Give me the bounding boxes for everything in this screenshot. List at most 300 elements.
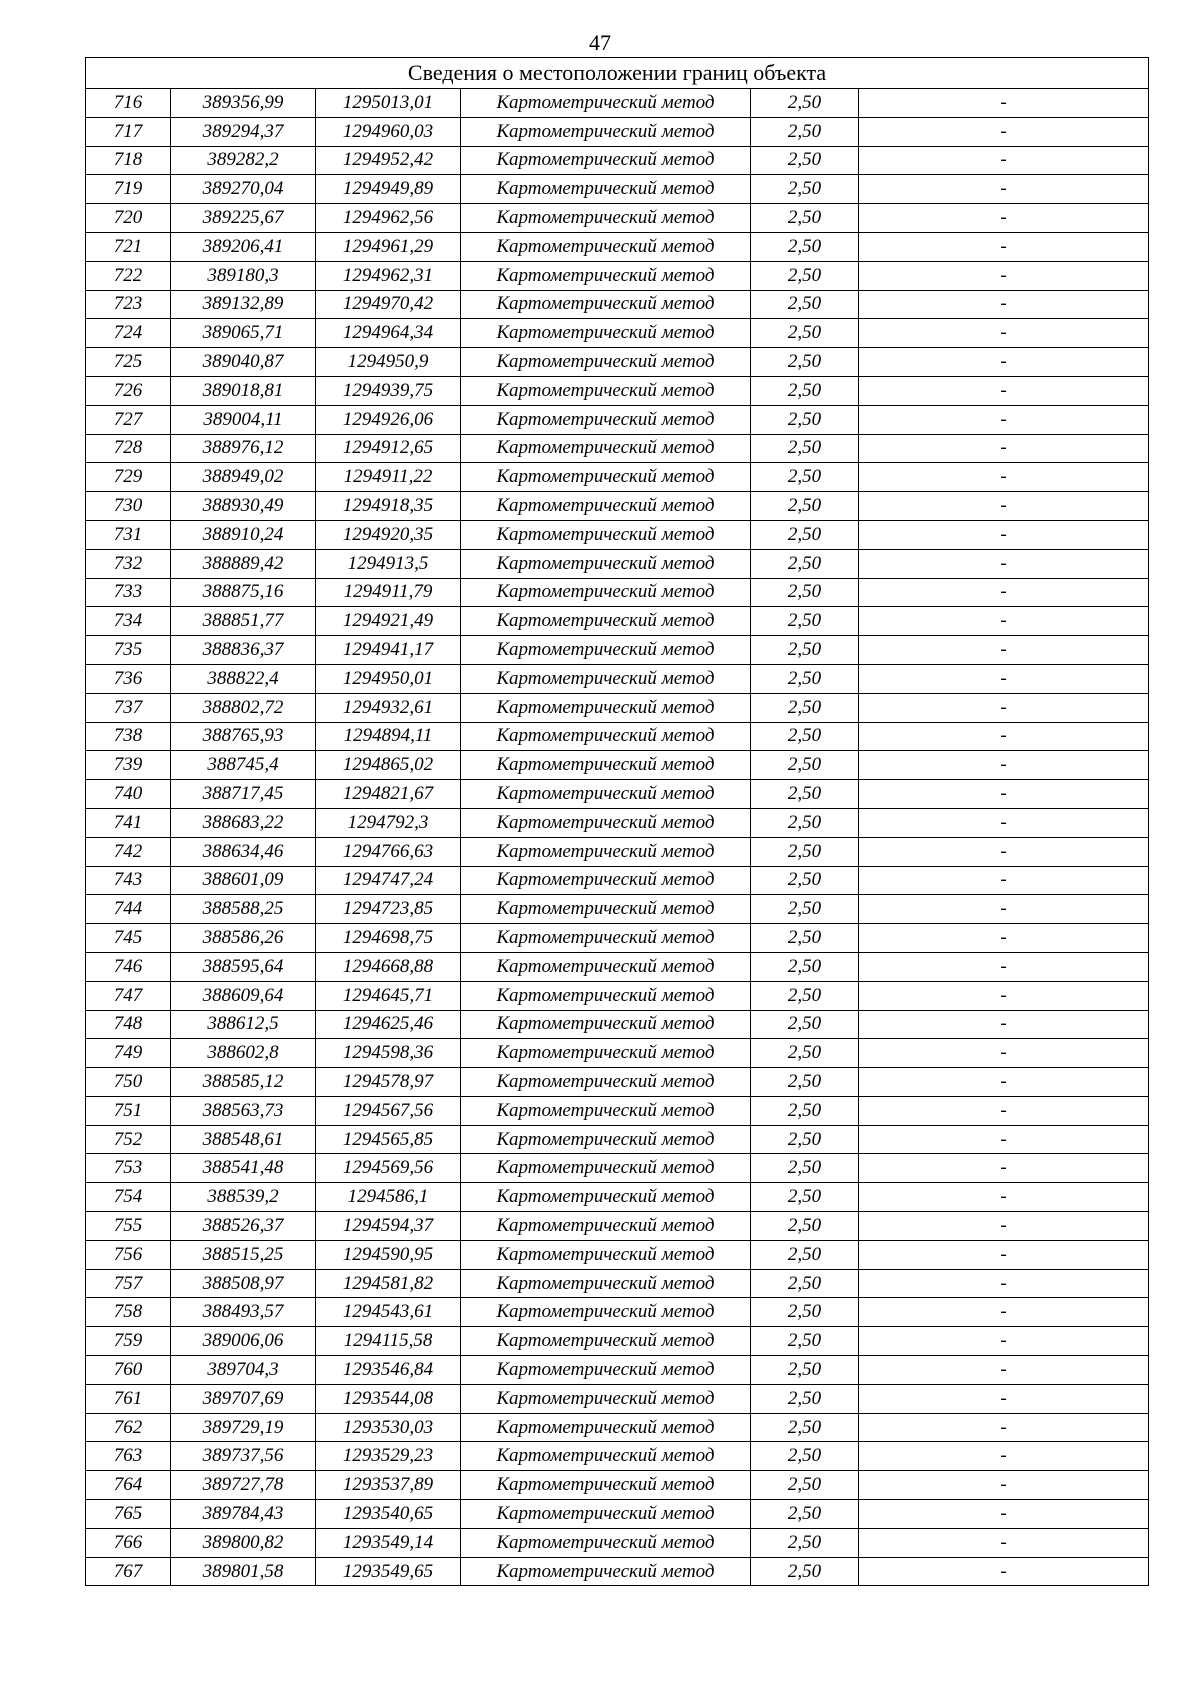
point-number-cell: 745 xyxy=(86,924,171,953)
table-row xyxy=(86,1068,1149,1097)
method-cell: Картометрический метод xyxy=(461,837,751,866)
x-coordinate-cell: 389004,11 xyxy=(171,405,316,434)
table-row xyxy=(86,549,1149,578)
accuracy-cell: 2,50 xyxy=(751,175,859,204)
accuracy-cell: 2,50 xyxy=(751,1039,859,1068)
method-cell: Картометрический метод xyxy=(461,1125,751,1154)
description-cell: - xyxy=(859,1413,1149,1442)
description-cell: - xyxy=(859,1471,1149,1500)
table-row xyxy=(86,636,1149,665)
point-number-cell: 732 xyxy=(86,549,171,578)
point-number-cell: 730 xyxy=(86,492,171,521)
point-number-cell: 738 xyxy=(86,722,171,751)
point-number-cell: 724 xyxy=(86,319,171,348)
x-coordinate-cell: 389737,56 xyxy=(171,1442,316,1471)
description-cell: - xyxy=(859,1557,1149,1586)
point-number-cell: 737 xyxy=(86,693,171,722)
method-cell: Картометрический метод xyxy=(461,1500,751,1529)
accuracy-cell: 2,50 xyxy=(751,1010,859,1039)
point-number-cell: 764 xyxy=(86,1471,171,1500)
method-cell: Картометрический метод xyxy=(461,290,751,319)
description-cell: - xyxy=(859,1183,1149,1212)
description-cell: - xyxy=(859,434,1149,463)
description-cell: - xyxy=(859,146,1149,175)
accuracy-cell: 2,50 xyxy=(751,376,859,405)
method-cell: Картометрический метод xyxy=(461,520,751,549)
accuracy-cell: 2,50 xyxy=(751,1068,859,1097)
description-cell: - xyxy=(859,232,1149,261)
table-row xyxy=(86,607,1149,636)
table-row xyxy=(86,261,1149,290)
x-coordinate-cell: 388976,12 xyxy=(171,434,316,463)
x-coordinate-cell: 388493,57 xyxy=(171,1298,316,1327)
table-row xyxy=(86,1269,1149,1298)
accuracy-cell: 2,50 xyxy=(751,1183,859,1212)
y-coordinate-cell: 1293529,23 xyxy=(316,1442,461,1471)
accuracy-cell: 2,50 xyxy=(751,232,859,261)
point-number-cell: 717 xyxy=(86,117,171,146)
x-coordinate-cell: 389132,89 xyxy=(171,290,316,319)
x-coordinate-cell: 388851,77 xyxy=(171,607,316,636)
method-cell: Картометрический метод xyxy=(461,1471,751,1500)
x-coordinate-cell: 389018,81 xyxy=(171,376,316,405)
point-number-cell: 746 xyxy=(86,952,171,981)
x-coordinate-cell: 388875,16 xyxy=(171,578,316,607)
point-number-cell: 758 xyxy=(86,1298,171,1327)
method-cell: Картометрический метод xyxy=(461,751,751,780)
accuracy-cell: 2,50 xyxy=(751,319,859,348)
method-cell: Картометрический метод xyxy=(461,924,751,953)
table-row xyxy=(86,232,1149,261)
table-title-row xyxy=(86,58,1149,89)
method-cell: Картометрический метод xyxy=(461,578,751,607)
table-row xyxy=(86,348,1149,377)
boundary-coordinates-table xyxy=(85,57,1149,1586)
description-cell: - xyxy=(859,1500,1149,1529)
x-coordinate-cell: 389704,3 xyxy=(171,1356,316,1385)
point-number-cell: 743 xyxy=(86,866,171,895)
point-number-cell: 767 xyxy=(86,1557,171,1586)
y-coordinate-cell: 1294625,46 xyxy=(316,1010,461,1039)
description-cell: - xyxy=(859,607,1149,636)
table-row xyxy=(86,434,1149,463)
method-cell: Картометрический метод xyxy=(461,780,751,809)
x-coordinate-cell: 388717,45 xyxy=(171,780,316,809)
table-row xyxy=(86,1183,1149,1212)
point-number-cell: 736 xyxy=(86,664,171,693)
accuracy-cell: 2,50 xyxy=(751,204,859,233)
y-coordinate-cell: 1294961,29 xyxy=(316,232,461,261)
description-cell: - xyxy=(859,1125,1149,1154)
x-coordinate-cell: 389800,82 xyxy=(171,1528,316,1557)
method-cell: Картометрический метод xyxy=(461,434,751,463)
table-row xyxy=(86,290,1149,319)
accuracy-cell: 2,50 xyxy=(751,549,859,578)
accuracy-cell: 2,50 xyxy=(751,463,859,492)
y-coordinate-cell: 1294668,88 xyxy=(316,952,461,981)
method-cell: Картометрический метод xyxy=(461,405,751,434)
method-cell: Картометрический метод xyxy=(461,319,751,348)
table-row xyxy=(86,89,1149,118)
table-row xyxy=(86,722,1149,751)
accuracy-cell: 2,50 xyxy=(751,1500,859,1529)
method-cell: Картометрический метод xyxy=(461,866,751,895)
x-coordinate-cell: 388612,5 xyxy=(171,1010,316,1039)
description-cell: - xyxy=(859,981,1149,1010)
table-row xyxy=(86,204,1149,233)
point-number-cell: 733 xyxy=(86,578,171,607)
point-number-cell: 720 xyxy=(86,204,171,233)
description-cell: - xyxy=(859,1010,1149,1039)
method-cell: Картометрический метод xyxy=(461,1269,751,1298)
method-cell: Картометрический метод xyxy=(461,1068,751,1097)
x-coordinate-cell: 388745,4 xyxy=(171,751,316,780)
x-coordinate-cell: 388595,64 xyxy=(171,952,316,981)
table-row xyxy=(86,693,1149,722)
y-coordinate-cell: 1294932,61 xyxy=(316,693,461,722)
x-coordinate-cell: 389727,78 xyxy=(171,1471,316,1500)
table-row xyxy=(86,1384,1149,1413)
y-coordinate-cell: 1294792,3 xyxy=(316,808,461,837)
description-cell: - xyxy=(859,1240,1149,1269)
description-cell: - xyxy=(859,1298,1149,1327)
x-coordinate-cell: 389270,04 xyxy=(171,175,316,204)
y-coordinate-cell: 1294723,85 xyxy=(316,895,461,924)
accuracy-cell: 2,50 xyxy=(751,952,859,981)
point-number-cell: 762 xyxy=(86,1413,171,1442)
x-coordinate-cell: 388634,46 xyxy=(171,837,316,866)
description-cell: - xyxy=(859,780,1149,809)
method-cell: Картометрический метод xyxy=(461,1528,751,1557)
x-coordinate-cell: 388508,97 xyxy=(171,1269,316,1298)
method-cell: Картометрический метод xyxy=(461,1298,751,1327)
accuracy-cell: 2,50 xyxy=(751,981,859,1010)
x-coordinate-cell: 389784,43 xyxy=(171,1500,316,1529)
y-coordinate-cell: 1294747,24 xyxy=(316,866,461,895)
y-coordinate-cell: 1294578,97 xyxy=(316,1068,461,1097)
x-coordinate-cell: 388889,42 xyxy=(171,549,316,578)
method-cell: Картометрический метод xyxy=(461,1096,751,1125)
y-coordinate-cell: 1294766,63 xyxy=(316,837,461,866)
method-cell: Картометрический метод xyxy=(461,175,751,204)
table-row xyxy=(86,578,1149,607)
accuracy-cell: 2,50 xyxy=(751,664,859,693)
method-cell: Картометрический метод xyxy=(461,1384,751,1413)
accuracy-cell: 2,50 xyxy=(751,578,859,607)
table-row xyxy=(86,520,1149,549)
point-number-cell: 760 xyxy=(86,1356,171,1385)
accuracy-cell: 2,50 xyxy=(751,1413,859,1442)
y-coordinate-cell: 1294913,5 xyxy=(316,549,461,578)
x-coordinate-cell: 388910,24 xyxy=(171,520,316,549)
description-cell: - xyxy=(859,405,1149,434)
point-number-cell: 742 xyxy=(86,837,171,866)
method-cell: Картометрический метод xyxy=(461,1212,751,1241)
description-cell: - xyxy=(859,290,1149,319)
accuracy-cell: 2,50 xyxy=(751,780,859,809)
table-row xyxy=(86,808,1149,837)
x-coordinate-cell: 389040,87 xyxy=(171,348,316,377)
accuracy-cell: 2,50 xyxy=(751,693,859,722)
y-coordinate-cell: 1294598,36 xyxy=(316,1039,461,1068)
x-coordinate-cell: 388541,48 xyxy=(171,1154,316,1183)
table-row xyxy=(86,117,1149,146)
description-cell: - xyxy=(859,636,1149,665)
point-number-cell: 739 xyxy=(86,751,171,780)
accuracy-cell: 2,50 xyxy=(751,1442,859,1471)
y-coordinate-cell: 1294950,01 xyxy=(316,664,461,693)
description-cell: - xyxy=(859,693,1149,722)
table-row xyxy=(86,463,1149,492)
method-cell: Картометрический метод xyxy=(461,1327,751,1356)
y-coordinate-cell: 1294698,75 xyxy=(316,924,461,953)
table-row xyxy=(86,1500,1149,1529)
method-cell: Картометрический метод xyxy=(461,463,751,492)
table-row xyxy=(86,751,1149,780)
description-cell: - xyxy=(859,1356,1149,1385)
method-cell: Картометрический метод xyxy=(461,808,751,837)
accuracy-cell: 2,50 xyxy=(751,434,859,463)
y-coordinate-cell: 1294939,75 xyxy=(316,376,461,405)
accuracy-cell: 2,50 xyxy=(751,636,859,665)
x-coordinate-cell: 388588,25 xyxy=(171,895,316,924)
x-coordinate-cell: 388515,25 xyxy=(171,1240,316,1269)
point-number-cell: 752 xyxy=(86,1125,171,1154)
point-number-cell: 734 xyxy=(86,607,171,636)
point-number-cell: 747 xyxy=(86,981,171,1010)
accuracy-cell: 2,50 xyxy=(751,722,859,751)
method-cell: Картометрический метод xyxy=(461,1183,751,1212)
description-cell: - xyxy=(859,1096,1149,1125)
x-coordinate-cell: 389065,71 xyxy=(171,319,316,348)
accuracy-cell: 2,50 xyxy=(751,1154,859,1183)
accuracy-cell: 2,50 xyxy=(751,348,859,377)
y-coordinate-cell: 1294590,95 xyxy=(316,1240,461,1269)
accuracy-cell: 2,50 xyxy=(751,89,859,118)
x-coordinate-cell: 388683,22 xyxy=(171,808,316,837)
method-cell: Картометрический метод xyxy=(461,204,751,233)
description-cell: - xyxy=(859,376,1149,405)
description-cell: - xyxy=(859,664,1149,693)
y-coordinate-cell: 1294964,34 xyxy=(316,319,461,348)
accuracy-cell: 2,50 xyxy=(751,520,859,549)
table-row xyxy=(86,1471,1149,1500)
x-coordinate-cell: 388539,2 xyxy=(171,1183,316,1212)
x-coordinate-cell: 388526,37 xyxy=(171,1212,316,1241)
x-coordinate-cell: 389729,19 xyxy=(171,1413,316,1442)
method-cell: Картометрический метод xyxy=(461,952,751,981)
description-cell: - xyxy=(859,117,1149,146)
table-row xyxy=(86,1356,1149,1385)
description-cell: - xyxy=(859,319,1149,348)
x-coordinate-cell: 388949,02 xyxy=(171,463,316,492)
y-coordinate-cell: 1294581,82 xyxy=(316,1269,461,1298)
accuracy-cell: 2,50 xyxy=(751,1471,859,1500)
accuracy-cell: 2,50 xyxy=(751,1384,859,1413)
x-coordinate-cell: 389801,58 xyxy=(171,1557,316,1586)
x-coordinate-cell: 389294,37 xyxy=(171,117,316,146)
method-cell: Картометрический метод xyxy=(461,981,751,1010)
y-coordinate-cell: 1294645,71 xyxy=(316,981,461,1010)
description-cell: - xyxy=(859,751,1149,780)
x-coordinate-cell: 388585,12 xyxy=(171,1068,316,1097)
accuracy-cell: 2,50 xyxy=(751,924,859,953)
x-coordinate-cell: 388563,73 xyxy=(171,1096,316,1125)
accuracy-cell: 2,50 xyxy=(751,1327,859,1356)
y-coordinate-cell: 1294912,65 xyxy=(316,434,461,463)
table-row xyxy=(86,1413,1149,1442)
point-number-cell: 765 xyxy=(86,1500,171,1529)
accuracy-cell: 2,50 xyxy=(751,1212,859,1241)
point-number-cell: 718 xyxy=(86,146,171,175)
table-row xyxy=(86,1298,1149,1327)
y-coordinate-cell: 1294960,03 xyxy=(316,117,461,146)
description-cell: - xyxy=(859,520,1149,549)
y-coordinate-cell: 1293546,84 xyxy=(316,1356,461,1385)
y-coordinate-cell: 1295013,01 xyxy=(316,89,461,118)
description-cell: - xyxy=(859,722,1149,751)
table-row xyxy=(86,981,1149,1010)
description-cell: - xyxy=(859,1039,1149,1068)
y-coordinate-cell: 1294567,56 xyxy=(316,1096,461,1125)
accuracy-cell: 2,50 xyxy=(751,1240,859,1269)
description-cell: - xyxy=(859,924,1149,953)
x-coordinate-cell: 388609,64 xyxy=(171,981,316,1010)
point-number-cell: 766 xyxy=(86,1528,171,1557)
x-coordinate-cell: 388548,61 xyxy=(171,1125,316,1154)
y-coordinate-cell: 1294941,17 xyxy=(316,636,461,665)
y-coordinate-cell: 1294949,89 xyxy=(316,175,461,204)
table-row xyxy=(86,952,1149,981)
method-cell: Картометрический метод xyxy=(461,1039,751,1068)
description-cell: - xyxy=(859,204,1149,233)
point-number-cell: 721 xyxy=(86,232,171,261)
method-cell: Картометрический метод xyxy=(461,89,751,118)
y-coordinate-cell: 1294911,79 xyxy=(316,578,461,607)
point-number-cell: 761 xyxy=(86,1384,171,1413)
table-row xyxy=(86,780,1149,809)
description-cell: - xyxy=(859,578,1149,607)
description-cell: - xyxy=(859,837,1149,866)
description-cell: - xyxy=(859,1212,1149,1241)
y-coordinate-cell: 1293537,89 xyxy=(316,1471,461,1500)
y-coordinate-cell: 1293544,08 xyxy=(316,1384,461,1413)
accuracy-cell: 2,50 xyxy=(751,895,859,924)
table-row xyxy=(86,1125,1149,1154)
y-coordinate-cell: 1294565,85 xyxy=(316,1125,461,1154)
description-cell: - xyxy=(859,1442,1149,1471)
method-cell: Картометрический метод xyxy=(461,376,751,405)
x-coordinate-cell: 389707,69 xyxy=(171,1384,316,1413)
y-coordinate-cell: 1294962,31 xyxy=(316,261,461,290)
y-coordinate-cell: 1293530,03 xyxy=(316,1413,461,1442)
method-cell: Картометрический метод xyxy=(461,146,751,175)
table-row xyxy=(86,175,1149,204)
x-coordinate-cell: 389180,3 xyxy=(171,261,316,290)
point-number-cell: 716 xyxy=(86,89,171,118)
method-cell: Картометрический метод xyxy=(461,117,751,146)
point-number-cell: 751 xyxy=(86,1096,171,1125)
accuracy-cell: 2,50 xyxy=(751,751,859,780)
x-coordinate-cell: 389206,41 xyxy=(171,232,316,261)
accuracy-cell: 2,50 xyxy=(751,492,859,521)
y-coordinate-cell: 1294543,61 xyxy=(316,1298,461,1327)
x-coordinate-cell: 388822,4 xyxy=(171,664,316,693)
table-row xyxy=(86,866,1149,895)
y-coordinate-cell: 1294920,35 xyxy=(316,520,461,549)
accuracy-cell: 2,50 xyxy=(751,146,859,175)
accuracy-cell: 2,50 xyxy=(751,808,859,837)
description-cell: - xyxy=(859,1528,1149,1557)
x-coordinate-cell: 388802,72 xyxy=(171,693,316,722)
table-row xyxy=(86,1212,1149,1241)
accuracy-cell: 2,50 xyxy=(751,117,859,146)
method-cell: Картометрический метод xyxy=(461,636,751,665)
table-row xyxy=(86,924,1149,953)
table-row xyxy=(86,1039,1149,1068)
point-number-cell: 759 xyxy=(86,1327,171,1356)
description-cell: - xyxy=(859,1327,1149,1356)
y-coordinate-cell: 1293540,65 xyxy=(316,1500,461,1529)
accuracy-cell: 2,50 xyxy=(751,261,859,290)
y-coordinate-cell: 1293549,65 xyxy=(316,1557,461,1586)
accuracy-cell: 2,50 xyxy=(751,607,859,636)
accuracy-cell: 2,50 xyxy=(751,866,859,895)
point-number-cell: 731 xyxy=(86,520,171,549)
point-number-cell: 749 xyxy=(86,1039,171,1068)
description-cell: - xyxy=(859,549,1149,578)
description-cell: - xyxy=(859,1269,1149,1298)
description-cell: - xyxy=(859,1154,1149,1183)
page-number: 47 xyxy=(589,30,611,55)
point-number-cell: 727 xyxy=(86,405,171,434)
method-cell: Картометрический метод xyxy=(461,1557,751,1586)
point-number-cell: 756 xyxy=(86,1240,171,1269)
description-cell: - xyxy=(859,866,1149,895)
point-number-cell: 722 xyxy=(86,261,171,290)
table-row xyxy=(86,1327,1149,1356)
y-coordinate-cell: 1294115,58 xyxy=(316,1327,461,1356)
table-row xyxy=(86,1010,1149,1039)
point-number-cell: 753 xyxy=(86,1154,171,1183)
method-cell: Картометрический метод xyxy=(461,261,751,290)
method-cell: Картометрический метод xyxy=(461,693,751,722)
y-coordinate-cell: 1293549,14 xyxy=(316,1528,461,1557)
method-cell: Картометрический метод xyxy=(461,549,751,578)
x-coordinate-cell: 388930,49 xyxy=(171,492,316,521)
point-number-cell: 744 xyxy=(86,895,171,924)
x-coordinate-cell: 388765,93 xyxy=(171,722,316,751)
accuracy-cell: 2,50 xyxy=(751,1096,859,1125)
point-number-cell: 726 xyxy=(86,376,171,405)
table-row xyxy=(86,837,1149,866)
point-number-cell: 763 xyxy=(86,1442,171,1471)
table-row xyxy=(86,1096,1149,1125)
x-coordinate-cell: 389282,2 xyxy=(171,146,316,175)
y-coordinate-cell: 1294586,1 xyxy=(316,1183,461,1212)
y-coordinate-cell: 1294821,67 xyxy=(316,780,461,809)
y-coordinate-cell: 1294865,02 xyxy=(316,751,461,780)
accuracy-cell: 2,50 xyxy=(751,1557,859,1586)
description-cell: - xyxy=(859,1068,1149,1097)
y-coordinate-cell: 1294594,37 xyxy=(316,1212,461,1241)
x-coordinate-cell: 388836,37 xyxy=(171,636,316,665)
method-cell: Картометрический метод xyxy=(461,1154,751,1183)
x-coordinate-cell: 389356,99 xyxy=(171,89,316,118)
point-number-cell: 740 xyxy=(86,780,171,809)
point-number-cell: 750 xyxy=(86,1068,171,1097)
table-row xyxy=(86,405,1149,434)
